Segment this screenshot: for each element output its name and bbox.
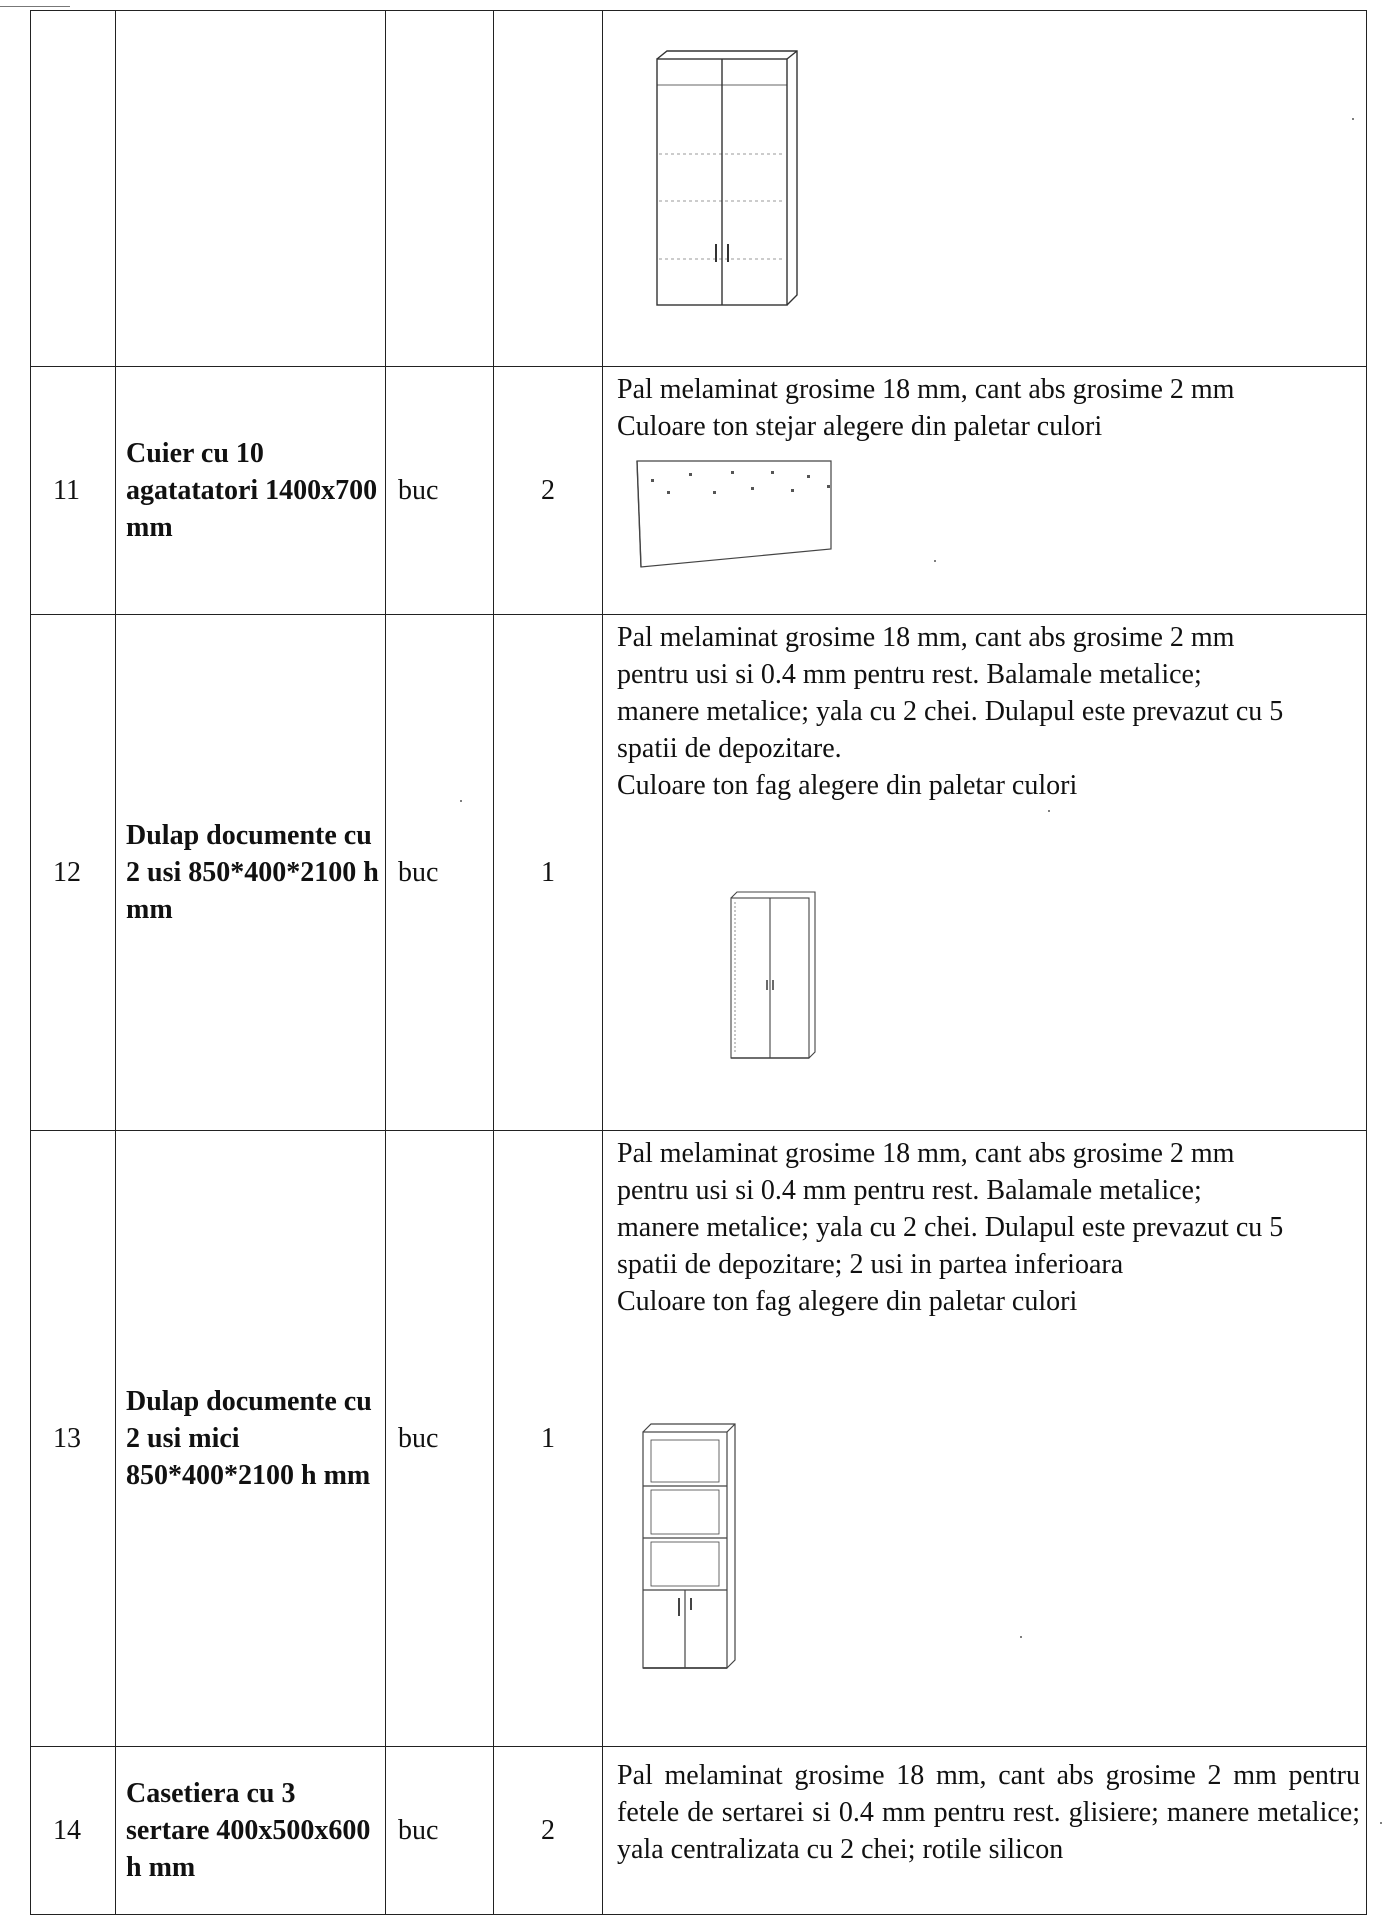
unit-cell (386, 11, 494, 367)
description-line: Culoare ton fag alegere din paletar culori (617, 770, 1078, 801)
description-line: Culoare ton stejar alegere din paletar culori (617, 411, 1103, 442)
description-cell (603, 1131, 1367, 1747)
description-line: spatii de depozitare; 2 usi in partea inferioara (617, 1249, 1124, 1280)
description-line: manere metalice; yala cu 2 chei. Dulapul este prevazut cu 5 (617, 1212, 1284, 1243)
unit-cell: buc (386, 367, 494, 615)
page-corner-mark (0, 0, 70, 7)
table-row (31, 11, 1367, 367)
description-text (617, 619, 1360, 804)
unit-cell: buc (386, 1747, 494, 1915)
row-number: 12 (31, 615, 116, 1131)
scan-speck (1352, 118, 1354, 120)
description-line: pentru usi si 0.4 mm pentru rest. Balamale metalice; (617, 1175, 1202, 1206)
scan-speck (934, 560, 936, 562)
unit-cell: buc (386, 615, 494, 1131)
scan-speck (1048, 810, 1050, 812)
unit-cell: buc (386, 1131, 494, 1747)
row-number: 11 (31, 367, 116, 615)
description-line: Pal melaminat grosime 18 mm, cant abs grosime 2 mm (617, 1138, 1235, 1169)
table-row (31, 1747, 1367, 1915)
description-text: Pal melaminat grosime 18 mm, cant abs grosime 2 mm pentru fetele de sertarei si 0.4 mm pentru rest. glisiere; manere metalice; yala centralizata cu 2 chei; rotile silicon (617, 1760, 1360, 1865)
document-cabinet-tall-icon (727, 890, 847, 1070)
row-number (31, 11, 116, 367)
table-row (31, 615, 1367, 1131)
table-row (31, 1131, 1367, 1747)
wardrobe-two-door-icon (637, 49, 937, 329)
description-line: Pal melaminat grosime 18 mm, cant abs grosime 2 mm (617, 622, 1235, 653)
product-name: Cuier cu 10 agatatatori 1400x700 mm (116, 367, 386, 615)
description-line: pentru usi si 0.4 mm pentru rest. Balamale metalice; (617, 659, 1202, 690)
description-line: spatii de depozitare. (617, 733, 842, 764)
furniture-spec-table (30, 10, 1367, 1915)
row-number: 13 (31, 1131, 116, 1747)
quantity-cell: 1 (494, 1131, 603, 1747)
row-number: 14 (31, 1747, 116, 1915)
quantity-cell: 1 (494, 615, 603, 1131)
table-row (31, 367, 1367, 615)
scan-speck (1380, 1822, 1382, 1824)
product-name: Dulap documente cu 2 usi mici 850*400*2100 h mm (116, 1131, 386, 1747)
coat-rack-panel-icon (631, 449, 851, 569)
description-cell (603, 367, 1367, 615)
product-name: Casetiera cu 3 sertare 400x500x600 h mm (116, 1747, 386, 1915)
product-name: Dulap documente cu 2 usi 850*400*2100 h mm (116, 615, 386, 1131)
scan-speck (460, 800, 462, 802)
product-name (116, 11, 386, 367)
description-line: manere metalice; yala cu 2 chei. Dulapul este prevazut cu 5 (617, 696, 1284, 727)
description-line: Culoare ton fag alegere din paletar culori (617, 1286, 1078, 1317)
description-text (617, 371, 1360, 445)
quantity-cell: 2 (494, 1747, 603, 1915)
description-cell (603, 615, 1367, 1131)
quantity-cell (494, 11, 603, 367)
quantity-cell: 2 (494, 367, 603, 615)
description-line: Pal melaminat grosime 18 mm, cant abs grosime 2 mm (617, 374, 1235, 405)
scan-speck (1020, 1636, 1022, 1638)
description-cell (603, 1747, 1367, 1915)
description-text (617, 1135, 1360, 1320)
description-cell (603, 11, 1367, 367)
open-shelf-cabinet-icon (639, 1420, 779, 1680)
